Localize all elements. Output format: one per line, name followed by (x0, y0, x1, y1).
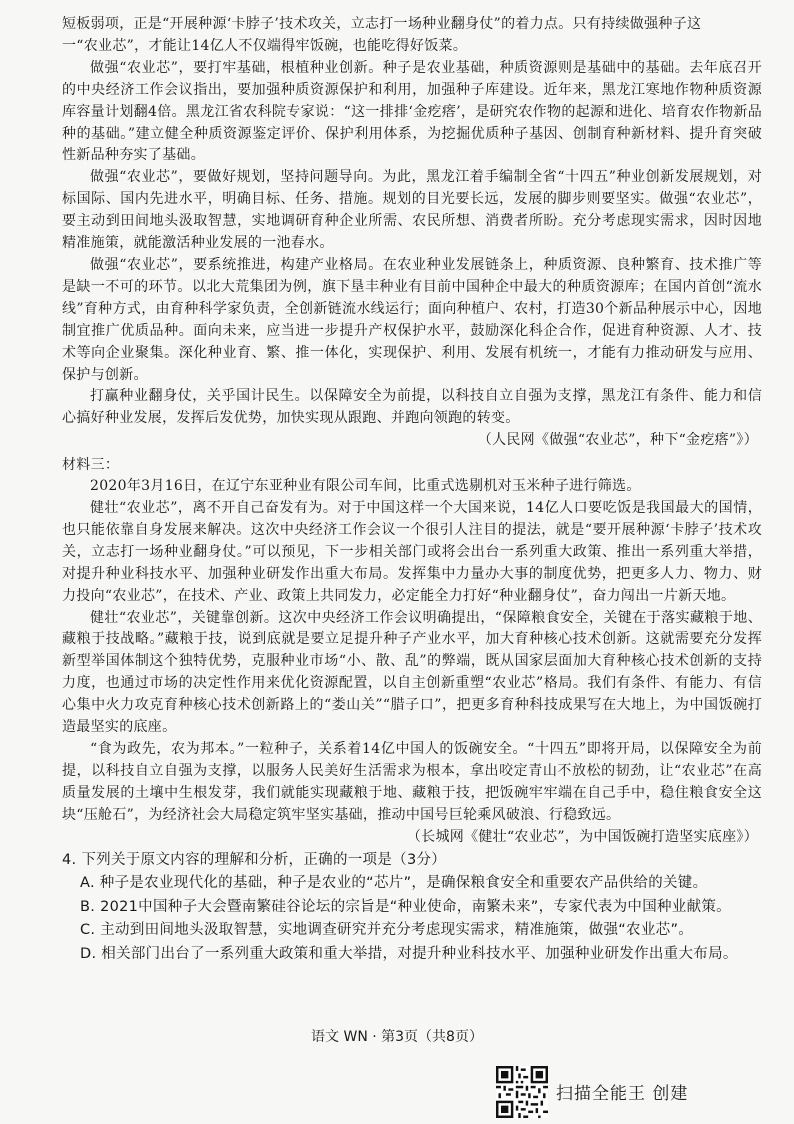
m3-paragraph-1: 2020年3月16日，在辽宁东亚种业有限公司车间，比重式选剔机对玉米种子进行筛选。 (90, 478, 641, 495)
intro-line-1: 短板弱项，正是“开展种源‘卡脖子’技术攻关，立志打一场种业翻身仗”的着力点。只有持续做强种子这 (62, 16, 702, 32)
option-b: B. 2021中国种子大会暨南繁硅谷论坛的宗旨是“种业使命，南繁未来”，专家代表为中国种业献策。 (80, 898, 731, 915)
m2-paragraph-3: 做强“农业芯”，要系统推进，构建产业格局。在农业种业发展链条上，种质资源、良种繁育、技术推广等是缺一不可的环节。以北大荒集团为例，旗下垦丰种业有目前中国种企中最大的种质资源库；在国内首创“流水线”育种方式，由育种科学家负责，全创新链流水线运行；面向种植户、农村，打造30个新品种展示中心，因地制宜推广优质品种。面向未来，应当进一步提升产权保护水平，鼓励深化科企合作，促进育种资源、人才、技术等向企业聚集。深化种业育、繁、推一体化，实现保护、利用、发展有机统一，才能有力推动研发与应用、保护与创新。 (62, 256, 762, 383)
scanner-watermark-text: 扫描全能王 创建 (556, 1084, 689, 1104)
material-3-label: 材料三： (62, 457, 120, 474)
m2-paragraph-1: 做强“农业芯”，要打牢基础，根植种业创新。种子是农业基础，种质资源则是基础中的基础。去年底召开的中央经济工作会议指出，要加强种质资源保护和利用，加强种子库建设。近年来，黑龙江寒地作物种质资源库容量计划翻4倍。黑龙江省农科院专家说：“这一排排‘金疙瘩’，是研究农作物的起源和进化、培育农作物新品种的基础。”建立健全种质资源鉴定评价、保护利用体系，为挖掘优质种子基因、创制育种新材料、提升育突破性新品种夯实了基础。 (62, 59, 762, 164)
m3-paragraph-3: 健壮“农业芯”，关键靠创新。这次中央经济工作会议明确提出，“保障粮食安全，关键在于落实藏粮于地、藏粮于技战略。”藏粮于技，说到底就是要立足提升种子产业水平，加大育种核心技术创新。这就需要充分发挥新型举国体制这个独特优势，克服种业市场“小、散、乱”的弊端，既从国家层面加大育种核心技术创新的支持力度，也通过市场的决定性作用来优化资源配置，以自主创新重塑“农业芯”格局。我们有条件、有能力、有信心集中火力攻克育种核心技术创新路上的“娄山关”“腊子口”，把更多育种科技成果写在大地上，为中国饭碗打造最坚实的底座。 (62, 609, 762, 736)
m2-paragraph-4: 打赢种业翻身仗，关乎国计民生。以保障安全为前提，以科技自立自强为支撑，黑龙江有条件、能力和信心搞好种业发展，发挥后发优势，加快实现从跟跑、并跑向领跑的转变。 (62, 388, 762, 427)
option-a: A. 种子是农业现代化的基础，种子是农业的“芯片”，是确保粮食安全和重要农产品供给的关键。 (80, 875, 708, 892)
article-body (62, 14, 762, 966)
m3-paragraph-4: “食为政先，农为邦本。”一粒种子，关系着14亿中国人的饭碗安全。“十四五”即将开局，以保障安全为前提，以科技自立自强为支撑，以服务人民美好生活需求为根本，拿出咬定青山不放松的韧劲，让“农业芯”在高质量发展的土壤中生根发芽，我们就能实现藏粮于地、藏粮于技，把饭碗牢牢端在自己手中，稳住粮食安全这块“压舱石”，为经济社会大局稳定筑牢坚实基础，推动中国号巨轮乘风破浪、行稳致远。 (62, 741, 762, 823)
m2-paragraph-2: 做强“农业芯”，要做好规划，坚持问题导向。为此，黑龙江着手编制全省“十四五”种业创新发展规划，对标国际、国内先进水平，明确目标、任务、措施。规划的目光要长远，发展的脚步则要坚实。做强“农业芯”，要主动到田间地头汲取智慧，实地调研育种企业所需、农民所想、消费者所盼。充分考虑现实需求，因时因地精准施策，就能激活种业发展的一池春水。 (62, 169, 762, 252)
m3-paragraph-2: 健壮“农业芯”，离不开自己奋发有为。对于中国这样一个大国来说，14亿人口要吃饭是我国最大的国情，也只能依靠自身发展来解决。这次中央经济工作会议一个很引人注目的提法，就是“要开展种源‘卡脖子’技术攻关，立志打一场种业翻身仗。”可以预见，下一步相关部门或将会出台一系列重大政策、推出一系列重大举措，对提升种业科技水平、加强种业研发作出重大布局。发挥集中力量办大事的制度优势，把更多人力、物力、财力投向“农业芯”，在技术、产业、政策上共同发力，必定能全力打好“种业翻身仗”，奋力闯出一片新天地。 (62, 500, 762, 604)
qr-code-icon (496, 1066, 548, 1118)
page-footer: 语文 WN · 第3页（共8页） (311, 1029, 483, 1045)
m3-source: （长城网《健壮“农业芯”，为中国饭碗打造坚实底座》） (406, 828, 758, 845)
intro-line-2: 一“农业芯”，才能让14亿人不仅端得牢饭碗，也能吃得好饭菜。 (62, 37, 468, 54)
option-d: D. 相关部门出台了一系列重大政策和重大举措，对提升种业科技水平、加强种业研发作出重大布局。 (80, 945, 738, 962)
question-block (62, 849, 762, 967)
question-stem: 4. 下列关于原文内容的理解和分析，正确的一项是（3分） (62, 851, 447, 868)
option-c: C. 主动到田间地头汲取智慧，实地调查研究并充分考虑现实需求，精准施策，做强“农业芯”。 (80, 922, 694, 939)
m2-source: （人民网《做强“农业芯”，种下“金疙瘩”》） (477, 432, 758, 449)
